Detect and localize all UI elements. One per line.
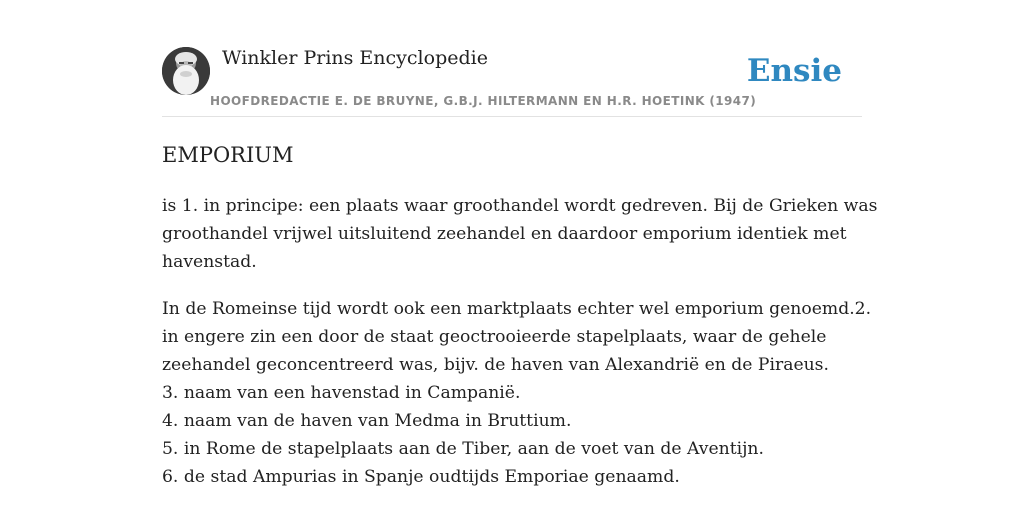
paragraph-line: groothandel vrijwel uitsluitend zeehandel en daardoor emporium identiek met [162, 224, 847, 244]
paragraph-line: 4. naam van de haven van Medma in Bruttium. [162, 411, 572, 431]
paragraph-line: 6. de stad Ampurias in Spanje oudtijds Emporiae genaamd. [162, 467, 680, 487]
paragraph-line: In de Romeinse tijd wordt ook een marktplaats echter wel emporium genoemd.2. [162, 299, 872, 319]
source-title[interactable]: Winkler Prins Encyclopedie [222, 47, 488, 69]
entry-paragraph-1 [162, 192, 878, 276]
paragraph-line: zeehandel geconcentreerd was, bijv. de haven van Alexandrië en de Piraeus. [162, 355, 829, 375]
avatar [162, 47, 210, 95]
entry-paragraph-2 [162, 295, 872, 491]
source-subtitle: HOOFDREDACTIE E. DE BRUYNE, G.B.J. HILTERMANN EN H.R. HOETINK (1947) [210, 94, 757, 108]
source-header [162, 46, 862, 117]
paragraph-line: is 1. in principe: een plaats waar groothandel wordt gedreven. Bij de Grieken was [162, 196, 878, 216]
paragraph-line: in engere zin een door de staat geoctrooieerde stapelplaats, waar de gehele [162, 327, 827, 347]
paragraph-line: 3. naam van een havenstad in Campanië. [162, 383, 521, 403]
entry-title: EMPORIUM [162, 143, 294, 167]
brand-logo[interactable]: Ensie [746, 53, 842, 89]
bearded-man-portrait-icon [162, 47, 210, 95]
paragraph-line: havenstad. [162, 252, 257, 272]
paragraph-line: 5. in Rome de stapelplaats aan de Tiber, aan de voet van de Aventijn. [162, 439, 764, 459]
